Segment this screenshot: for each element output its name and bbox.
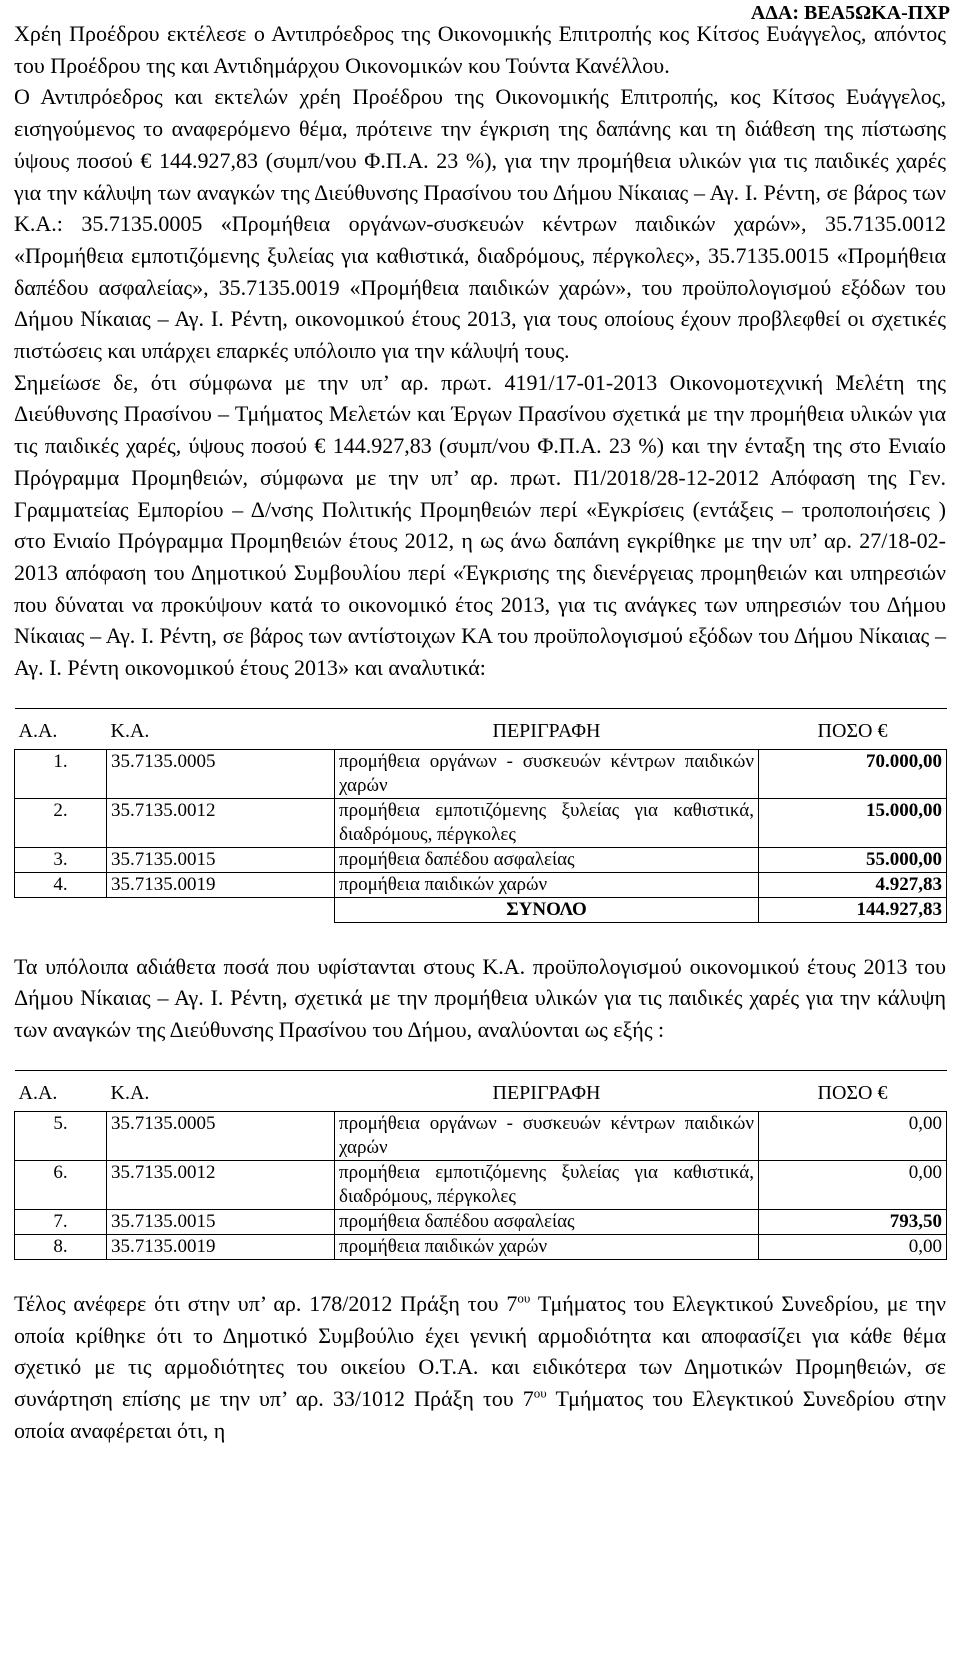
row-ka: 35.7135.0005 — [107, 1111, 335, 1160]
row-description: προμήθεια δαπέδου ασφαλείας — [335, 847, 759, 872]
header-amount: ΠΟΣΟ € — [759, 1070, 947, 1111]
row-description: προμήθεια παιδικών χαρών — [335, 1234, 759, 1259]
row-aa: 8. — [15, 1234, 107, 1259]
row-aa: 1. — [15, 749, 107, 798]
header-ka: Κ.Α. — [107, 708, 335, 749]
paragraph-1: Χρέη Προέδρου εκτέλεσε ο Αντιπρόεδρος της Οικονομικής Επιτροπής κος Κίτσος Ευάγγελος, απόντος του Προέδρου της και Αντιδημάρχου Οικονομικών κου Τούντα Κανέλλου. — [14, 21, 946, 78]
row-ka: 35.7135.0012 — [107, 798, 335, 847]
document-body — [14, 18, 946, 1446]
row-amount: 55.000,00 — [759, 847, 947, 872]
row-amount: 0,00 — [759, 1111, 947, 1160]
row-ka: 35.7135.0005 — [107, 749, 335, 798]
remaining-table — [14, 1070, 947, 1260]
final-text-1: Τέλος ανέφερε ότι στην υπ’ αρ. 178/2012 Πράξη του 7 — [14, 1290, 518, 1316]
row-aa: 4. — [15, 872, 107, 897]
ordinal-sup-1: ου — [517, 1290, 531, 1306]
header-aa: Α.Α. — [15, 708, 107, 749]
paragraph-final — [14, 1288, 946, 1447]
row-description: προμήθεια εμποτιζόμενης ξυλείας για καθιστικά, διαδρόμους, πέργκολες — [335, 1160, 759, 1209]
row-description: προμήθεια εμποτιζόμενης ξυλείας για καθιστικά, διαδρόμους, πέργκολες — [335, 798, 759, 847]
table-row — [15, 1160, 947, 1209]
row-amount: 793,50 — [759, 1209, 947, 1234]
table-row — [15, 1234, 947, 1259]
row-description: προμήθεια παιδικών χαρών — [335, 872, 759, 897]
row-amount: 0,00 — [759, 1234, 947, 1259]
table-header-row — [15, 1070, 947, 1111]
header-ka: Κ.Α. — [107, 1070, 335, 1111]
final-text-2: Τμήματος του Ελεγκτικού Συνεδρίου, με την οποία κρίθηκε ότι το Δημοτικό Συμβούλιο έχει γενική αρμοδιότητα και αποφασίζει για κάθε θέμα σχετικό με τις αρμοδιότητες του οικείου Ο.Τ.Α. και ειδικότερα των Δημοτικών Προμηθειών, σε συνάρτηση επίσης με την υπ’ αρ. 33/1012 Πράξη του 7 — [14, 1290, 946, 1411]
table-row — [15, 872, 947, 897]
row-ka: 35.7135.0012 — [107, 1160, 335, 1209]
row-amount: 70.000,00 — [759, 749, 947, 798]
ada-code: ΑΔΑ: ΒΕΑ5ΩΚΑ-ΠΧΡ — [750, 2, 950, 24]
total-amount: 144.927,83 — [759, 897, 947, 922]
header-description: ΠΕΡΙΓΡΑΦΗ — [335, 708, 759, 749]
row-aa: 5. — [15, 1111, 107, 1160]
row-amount: 15.000,00 — [759, 798, 947, 847]
row-ka: 35.7135.0015 — [107, 1209, 335, 1234]
table-total-row — [15, 897, 947, 922]
row-amount: 4.927,83 — [759, 872, 947, 897]
header-amount: ΠΟΣΟ € — [759, 708, 947, 749]
row-description: προμήθεια οργάνων - συσκευών κέντρων παιδικών χαρών — [335, 1111, 759, 1160]
table-row — [15, 798, 947, 847]
row-ka: 35.7135.0019 — [107, 1234, 335, 1259]
header-aa: Α.Α. — [15, 1070, 107, 1111]
row-aa: 7. — [15, 1209, 107, 1234]
row-description: προμήθεια δαπέδου ασφαλείας — [335, 1209, 759, 1234]
header-description: ΠΕΡΙΓΡΑΦΗ — [335, 1070, 759, 1111]
row-aa: 2. — [15, 798, 107, 847]
paragraph-remaining: Τα υπόλοιπα αδιάθετα ποσά που υφίστανται στους Κ.Α. προϋπολογισμού οικονομικού έτους 2013 του Δήμου Νίκαιας – Αγ. Ι. Ρέντη, σχετικά με την προμήθεια υλικών για τις παιδικές χαρές για την κάλυψη των αναγκών της Διεύθυνσης Πρασίνου του Δήμου, αναλύονται ως εξής : — [14, 953, 946, 1043]
table-row — [15, 847, 947, 872]
table-header-row — [15, 708, 947, 749]
row-amount: 0,00 — [759, 1160, 947, 1209]
expense-table — [14, 708, 947, 923]
table-row — [15, 749, 947, 798]
paragraph-3: Σημείωσε δε, ότι σύμφωνα με την υπ’ αρ. πρωτ. 4191/17-01-2013 Οικονομοτεχνική Μελέτη της Διεύθυνσης Πρασίνου – Τμήματος Μελετών και Έργων Πρασίνου σχετικά με την προμήθεια υλικών για τις παιδικές χαρές, ύψους ποσού € 144.927,83 (συμπ/νου Φ.Π.Α. 23 %) και την ένταξη της στο Ενιαίο Πρόγραμμα Προμηθειών, σύμφωνα με την υπ’ αρ. πρωτ. Π1/2018/28-12-2012 Απόφαση της Γεν. Γραμματείας Εμπορίου – Δ/νσης Πολιτικής Προμηθειών περί «Εγκρίσεις (εντάξεις – τροποποιήσεις ) στο Ενιαίο Πρόγραμμα Προμηθειών έτους 2012, η ως άνω δαπάνη εγκρίθηκε με την υπ’ αρ. 27/18-02-2013 απόφαση του Δημοτικού Συμβουλίου περί «Έγκρισης της διενέργειας προμηθειών και υπηρεσιών που δύναται να προκύψουν κατά το οικονομικό έτος 2013, για τις ανάγκες των υπηρεσιών του Δήμου Νίκαιας – Αγ. Ι. Ρέντη, σε βάρος των αντίστοιχων ΚΑ του προϋπολογισμού εξόδων του Δήμου Νίκαιας – Αγ. Ι. Ρέντη οικονομικού έτους 2013» και αναλυτικά: — [14, 369, 946, 681]
row-aa: 3. — [15, 847, 107, 872]
row-description: προμήθεια οργάνων - συσκευών κέντρων παιδικών χαρών — [335, 749, 759, 798]
table-row — [15, 1209, 947, 1234]
row-ka: 35.7135.0019 — [107, 872, 335, 897]
table-row — [15, 1111, 947, 1160]
paragraph-2: Ο Αντιπρόεδρος και εκτελών χρέη Προέδρου της Οικονομικής Επιτροπής, κος Κίτσος Ευάγγελος, εισηγούμενος το αναφερόμενο θέμα, πρότεινε την έγκριση της δαπάνης και τη διάθεση της πίστωσης ύψους ποσού € 144.927,83 (συμπ/νου Φ.Π.Α. 23 %), για την προμήθεια υλικών για τις παιδικές χαρές για την κάλυψη των αναγκών της Διεύθυνσης Πρασίνου του Δήμου Νίκαιας – Αγ. Ι. Ρέντη, σε βάρος των Κ.Α.: 35.7135.0005 «Προμήθεια οργάνων-συσκευών κέντρων παιδικών χαρών», 35.7135.0012 «Προμήθεια εμποτιζόμενης ξυλείας για καθιστικά, διαδρόμους, πέργκολες», 35.7135.0015 «Προμήθεια δαπέδου ασφαλείας», 35.7135.0019 «Προμήθεια παιδικών χαρών», του προϋπολογισμού εξόδων του Δήμου Νίκαιας – Αγ. Ι. Ρέντη, οικονομικού έτους 2013, για τους οποίους έχουν προβλεφθεί οι σχετικές πιστώσεις και υπάρχει επαρκές υπόλοιπο για την κάλυψή τους. — [14, 84, 946, 364]
final-text-3: Τμήματος του Ελεγκτικού Συνεδρίου στην οποία αναφέρεται ότι, η — [14, 1385, 946, 1443]
total-label: ΣΥΝΟΛΟ — [335, 897, 759, 922]
row-aa: 6. — [15, 1160, 107, 1209]
ordinal-sup-2: ου — [533, 1385, 547, 1401]
row-ka: 35.7135.0015 — [107, 847, 335, 872]
